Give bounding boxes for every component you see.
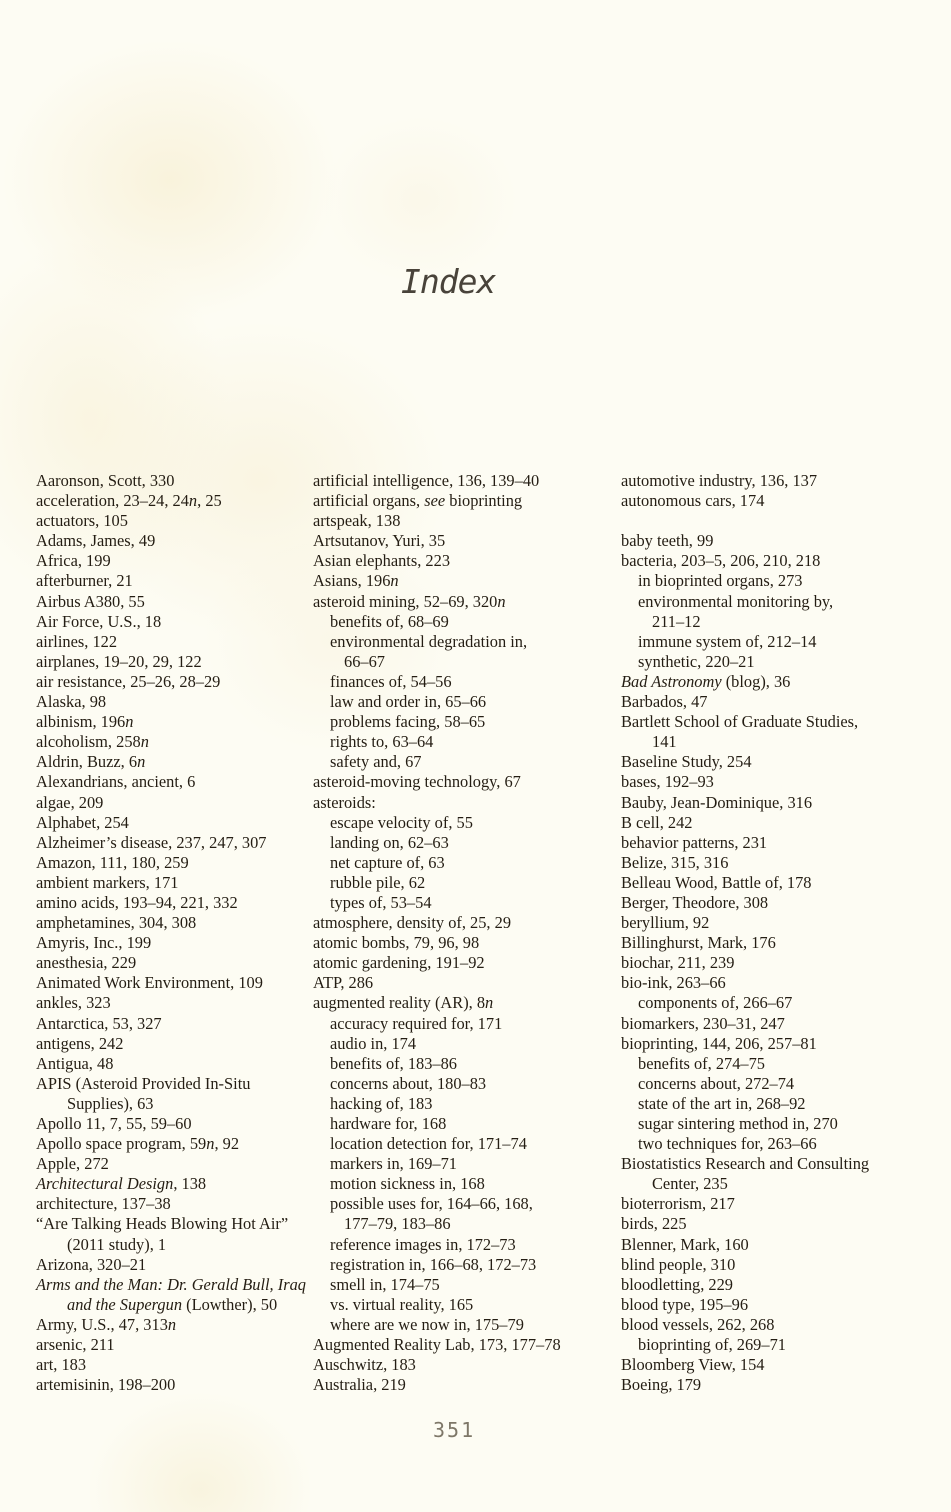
index-entry-line [313,973,619,993]
text-run: asteroid mining, 52–69, 320 [313,591,498,611]
italic-text-run: n [497,591,506,611]
text-run: anesthesia, 229 [36,953,137,973]
index-entry-line [621,1214,949,1234]
italic-text-run: n [188,491,198,511]
text-run: Biostatistics Research and Consulting [621,1154,870,1174]
text-run: acceleration, 23–24, 24 [36,491,189,511]
index-entry-line [313,571,619,591]
text-run: Apollo space program, 59 [36,1134,207,1154]
index-entry-line [36,1014,313,1034]
text-run: benefits of, 68–69 [330,611,449,631]
text-run: airlines, 122 [36,631,118,651]
text-run: atomic gardening, 191–92 [313,953,485,973]
index-entry-line [36,1194,313,1214]
text-run: Bloomberg View, 154 [621,1355,765,1375]
text-run: bases, 192–93 [621,772,714,792]
text-run: location detection for, 171–74 [330,1134,527,1154]
text-run: Billinghurst, Mark, 176 [621,933,776,953]
text-run: , 138 [173,1174,207,1194]
index-entry-line [313,833,619,853]
index-entry-line [313,1375,619,1395]
text-run: Bartlett School of Graduate Studies, [621,712,859,732]
text-run: bioprinting, 144, 206, 257–81 [621,1033,817,1053]
text-run: (Lowther), 50 [182,1294,278,1314]
text-run: Belize, 315, 316 [621,852,729,872]
index-entry-line [313,531,619,551]
index-entry-line [313,1134,619,1154]
index-entry-line [36,692,313,712]
text-run: Belleau Wood, Battle of, 178 [621,872,812,892]
index-entry-line [36,1074,313,1094]
text-run: Arizona, 320–21 [36,1254,147,1274]
index-entry-line [313,1054,619,1074]
text-run: bioprinting [445,491,523,511]
index-entry-line [36,893,313,913]
index-entry-line [621,1375,949,1395]
index-column-1 [36,471,313,1395]
text-run: in bioprinted organs, 273 [638,571,803,591]
index-entry-line [621,853,949,873]
index-entry-line [621,1295,949,1315]
index-entry-line [621,833,949,853]
italic-text-run: n [125,712,134,732]
index-entry-line [621,471,949,491]
index-entry-line [36,953,313,973]
index-entry-line [313,993,619,1013]
italic-text-run: n [206,1134,215,1154]
index-entry-line [313,1255,619,1275]
index-entry-line [621,592,949,612]
text-run: rubble pile, 62 [330,872,426,892]
index-entry-line [36,672,313,692]
index-entry-line [621,612,949,632]
index-entry-line [621,933,949,953]
text-run: benefits of, 274–75 [638,1053,766,1073]
text-run: artificial organs, [313,491,425,511]
text-run: APIS (Asteroid Provided In-Situ [36,1073,251,1093]
index-entry-line [313,1174,619,1194]
index-entry-line [36,491,313,511]
index-entry-line [621,1034,949,1054]
text-run: artemisinin, 198–200 [36,1375,176,1395]
text-run: sugar sintering method in, 270 [638,1114,838,1133]
text-run: markers in, 169–71 [330,1154,458,1174]
text-run: problems facing, 58–65 [330,712,486,732]
text-run: alcoholism, 258 [36,732,141,752]
text-run: motion sickness in, 168 [330,1174,485,1194]
text-run: Berger, Theodore, 308 [621,892,769,912]
index-entry-line [621,551,949,571]
text-run: where are we now in, 175–79 [330,1314,524,1334]
text-run: actuators, 105 [36,511,128,531]
text-run: safety and, 67 [330,752,422,772]
index-entry-line [621,1315,949,1335]
text-run: components of, 266–67 [638,993,793,1013]
text-run: Aldrin, Buzz, 6 [36,752,138,772]
index-entry-line [621,1134,949,1154]
index-entry-line [313,893,619,913]
text-run: synthetic, 220–21 [638,651,755,671]
text-run: escape velocity of, 55 [330,812,473,832]
text-run: audio in, 174 [330,1033,417,1053]
index-entry-line [36,1034,313,1054]
text-run: albinism, 196 [36,712,126,732]
text-run: Apple, 272 [36,1154,109,1174]
text-run: artificial intelligence, 136, 139–40 [313,471,540,490]
text-run: architecture, 137–38 [36,1194,171,1214]
text-run: Amyris, Inc., 199 [36,933,152,953]
text-run: environmental monitoring by, [638,591,834,611]
index-entry-line [313,1094,619,1114]
text-run: blind people, 310 [621,1254,736,1274]
index-entry-line [313,1355,619,1375]
index-entry-line [36,793,313,813]
index-entry-line [313,853,619,873]
index-entry-line [621,1014,949,1034]
text-run: airplanes, 19–20, 29, 122 [36,651,202,671]
text-run: amino acids, 193–94, 221, 332 [36,892,238,912]
text-run: biomarkers, 230–31, 247 [621,1013,785,1033]
index-entry-line [36,612,313,632]
text-run: Asian elephants, 223 [313,551,451,571]
index-entry-line [621,913,949,933]
text-run: afterburner, 21 [36,571,133,591]
index-entry-line [36,973,313,993]
italic-text-run: Arms and the Man: Dr. Gerald Bull, Iraq [36,1274,306,1294]
text-run: , 25 [197,491,222,511]
text-run: Antarctica, 53, 327 [36,1013,162,1033]
text-run: reference images in, 172–73 [330,1234,516,1254]
index-entry-line [36,873,313,893]
index-entry-line [313,1014,619,1034]
text-run: B cell, 242 [621,812,693,832]
text-run: Antigua, 48 [36,1053,114,1073]
text-run: (2011 study), 1 [67,1234,167,1254]
index-entry-line [313,752,619,772]
text-run: Alexandrians, ancient, 6 [36,772,196,792]
text-run: Center, 235 [652,1174,728,1194]
text-run: atmosphere, density of, 25, 29 [313,913,512,933]
text-run: Auschwitz, 183 [313,1355,416,1375]
italic-text-run: and the Supergun [67,1294,183,1314]
text-run: behavior patterns, 231 [621,832,768,852]
text-run: (blog), 36 [721,671,791,691]
index-entry-line [313,1235,619,1255]
text-run: “Are Talking Heads Blowing Hot Air” [36,1214,289,1234]
text-run: amphetamines, 304, 308 [36,913,197,933]
index-entry-line [36,993,313,1013]
text-run: Adams, James, 49 [36,531,156,551]
text-run: automotive industry, 136, 137 [621,471,818,490]
text-run: 211–12 [652,611,701,631]
text-run: atomic bombs, 79, 96, 98 [313,933,480,953]
index-entry-line [621,1194,949,1214]
text-run: immune system of, 212–14 [638,631,817,651]
index-entry-line [313,933,619,953]
index-entry-line [621,1094,949,1114]
text-run: benefits of, 183–86 [330,1053,458,1073]
index-entry-line [621,1255,949,1275]
index-entry-line [621,1235,949,1255]
index-entry-line [36,1174,313,1194]
index-entry-line [36,933,313,953]
index-entry-line [621,732,949,752]
text-run: Baseline Study, 254 [621,752,752,772]
text-run: art, 183 [36,1355,87,1375]
index-entry-line [313,1275,619,1295]
index-entry-line [36,712,313,732]
text-run: 177–79, 183–86 [344,1214,451,1234]
index-entry-line [36,1235,313,1255]
index-entry-line [36,1295,313,1315]
text-run: bioprinting of, 269–71 [638,1335,786,1355]
text-run: bioterrorism, 217 [621,1194,735,1214]
index-entry-line [313,1074,619,1094]
text-run: smell in, 174–75 [330,1274,440,1294]
index-entry-line [36,1255,313,1275]
index-entry-line [36,853,313,873]
text-run: ATP, 286 [313,973,374,993]
index-entry-line [313,1335,619,1355]
text-run: Africa, 199 [36,551,111,571]
text-run: Bauby, Jean-Dominique, 316 [621,792,813,812]
text-run: Amazon, 111, 180, 259 [36,852,189,872]
index-entry-line [621,1335,949,1355]
text-run: types of, 53–54 [330,892,432,912]
text-run: finances of, 54–56 [330,671,452,691]
index-entry-line [313,1034,619,1054]
text-run: bloodletting, 229 [621,1274,733,1294]
index-entry-line [313,592,619,612]
text-run: augmented reality (AR), 8 [313,993,486,1013]
index-entry-line [621,973,949,993]
index-entry-line [621,1275,949,1295]
index-entry-line [36,1094,313,1114]
index-entry-line [621,531,949,551]
index-entry-line [313,612,619,632]
index-entry-line [36,913,313,933]
text-run: registration in, 166–68, 172–73 [330,1254,537,1274]
italic-text-run: Bad Astronomy [621,671,722,691]
text-run: concerns about, 180–83 [330,1073,487,1093]
index-entry-line [621,813,949,833]
text-run: Aaronson, Scott, 330 [36,471,175,490]
index-entry-line [313,692,619,712]
index-entry-line [313,632,619,652]
index-entry-line [313,913,619,933]
index-entry-line [621,672,949,692]
index-entry-line [313,491,619,511]
page-number: 351 [433,1418,476,1442]
text-run: beryllium, 92 [621,913,710,933]
text-run: ankles, 323 [36,993,111,1013]
text-run: two techniques for, 263–66 [638,1134,817,1154]
index-entry-line [621,491,949,511]
index-entry-line [313,652,619,672]
index-entry-line [36,551,313,571]
text-run: state of the art in, 268–92 [638,1093,806,1113]
index-entry-line [36,1335,313,1355]
text-run: concerns about, 272–74 [638,1073,795,1093]
index-entry-line [621,893,949,913]
index-entry-line [36,592,313,612]
text-run: 141 [652,732,677,752]
index-entry-line [36,511,313,531]
text-run: Animated Work Environment, 109 [36,973,263,993]
index-entry-line [36,1355,313,1375]
index-entry-line [36,1154,313,1174]
index-entry-line [313,873,619,893]
index-entry-line [36,1315,313,1335]
index-entry-line [313,1194,619,1214]
index-entry-line [36,833,313,853]
index-entry-line [36,1375,313,1395]
index-entry-line [621,511,949,531]
italic-text-run: n [390,571,399,591]
index-entry-line [621,953,949,973]
text-run: bacteria, 203–5, 206, 210, 218 [621,551,821,571]
italic-text-run: n [485,993,494,1013]
index-entry-line [36,1054,313,1074]
index-entry-line [621,712,949,732]
text-run: possible uses for, 164–66, 168, [330,1194,533,1214]
index-entry-line [36,471,313,491]
text-run: baby teeth, 99 [621,531,714,551]
index-entry-line [313,471,619,491]
index-entry-line [621,1174,949,1194]
index-entry-line [313,1315,619,1335]
text-run: , 92 [214,1134,240,1154]
index-entry-line [313,551,619,571]
index-entry-line [36,772,313,792]
index-entry-line [621,1355,949,1375]
index-entry-line [313,793,619,813]
text-run: rights to, 63–64 [330,732,434,752]
index-entry-line [313,712,619,732]
text-run: vs. virtual reality, 165 [330,1294,474,1314]
text-run: Supplies), 63 [67,1093,154,1113]
text-run: air resistance, 25–26, 28–29 [36,671,221,691]
italic-text-run: n [167,1314,177,1334]
text-run: blood vessels, 262, 268 [621,1314,775,1334]
italic-text-run: Architectural Design [36,1174,174,1194]
text-run: bio-ink, 263–66 [621,973,726,993]
index-entry-line [313,772,619,792]
text-run: environmental degradation in, [330,631,528,651]
index-entry-line [621,772,949,792]
italic-text-run: see [424,491,446,511]
index-entry-line [621,1154,949,1174]
text-run: Army, U.S., 47, 313 [36,1314,168,1334]
index-entry-line [621,1054,949,1074]
text-run: law and order in, 65–66 [330,692,487,712]
index-entry-line [621,632,949,652]
index-entry-line [36,571,313,591]
text-run: Barbados, 47 [621,692,708,712]
text-run: hacking of, 183 [330,1093,433,1113]
index-entry-line [313,1214,619,1234]
text-run: asteroids: [313,792,376,812]
index-entry-line [36,732,313,752]
text-run: ambient markers, 171 [36,872,179,892]
italic-text-run: n [137,752,146,772]
text-run: Blenner, Mark, 160 [621,1234,749,1254]
index-entry-line [313,1114,619,1134]
page-title: Index [401,262,496,301]
text-run: Artsutanov, Yuri, 35 [313,531,446,551]
index-entry-line [36,1114,313,1134]
text-run: artspeak, 138 [313,511,401,531]
italic-text-run: n [140,732,149,752]
text-run: biochar, 211, 239 [621,953,735,973]
text-run: Asians, 196 [313,571,391,591]
text-run: accuracy required for, 171 [330,1013,503,1033]
text-run: Augmented Reality Lab, 173, 177–78 [313,1335,561,1355]
text-run: antigens, 242 [36,1033,124,1053]
index-entry-line [621,1114,949,1134]
text-run: autonomous cars, 174 [621,491,765,511]
index-entry-line [36,632,313,652]
index-entry-line [621,793,949,813]
index-column-3 [621,471,949,1395]
index-entry-line [313,732,619,752]
text-run: birds, 225 [621,1214,687,1234]
text-run: algae, 209 [36,792,104,812]
text-run: hardware for, 168 [330,1114,447,1133]
index-entry-line [621,652,949,672]
text-run: Australia, 219 [313,1375,406,1395]
index-entry-line [313,813,619,833]
text-run: Apollo 11, 7, 55, 59–60 [36,1114,192,1133]
index-entry-line [36,813,313,833]
index-entry-line [313,953,619,973]
index-entry-line [36,752,313,772]
index-entry-line [621,571,949,591]
index-entry-line [313,1154,619,1174]
index-entry-line [36,1134,313,1154]
index-entry-line [621,692,949,712]
text-run: Alzheimer’s disease, 237, 247, 307 [36,832,267,852]
index-entry-line [621,1074,949,1094]
text-run: arsenic, 211 [36,1335,115,1355]
index-column-2 [313,471,619,1395]
text-run: blood type, 195–96 [621,1294,749,1314]
index-entry-line [36,652,313,672]
index-entry-line [621,873,949,893]
index-entry-line [313,1295,619,1315]
index-entry-line [313,511,619,531]
index-entry-line [313,672,619,692]
text-run: net capture of, 63 [330,852,445,872]
text-run: Alaska, 98 [36,692,107,712]
text-run: Alphabet, 254 [36,812,129,832]
text-run: Air Force, U.S., 18 [36,611,162,631]
index-entry-line [36,531,313,551]
index-entry-line [36,1214,313,1234]
text-run: Boeing, 179 [621,1375,702,1395]
text-run: Airbus A380, 55 [36,591,145,611]
text-run: 66–67 [344,651,385,671]
index-entry-line [621,993,949,1013]
text-run: asteroid-moving technology, 67 [313,772,521,792]
text-run: landing on, 62–63 [330,832,449,852]
index-entry-line [36,1275,313,1295]
index-entry-line [621,752,949,772]
